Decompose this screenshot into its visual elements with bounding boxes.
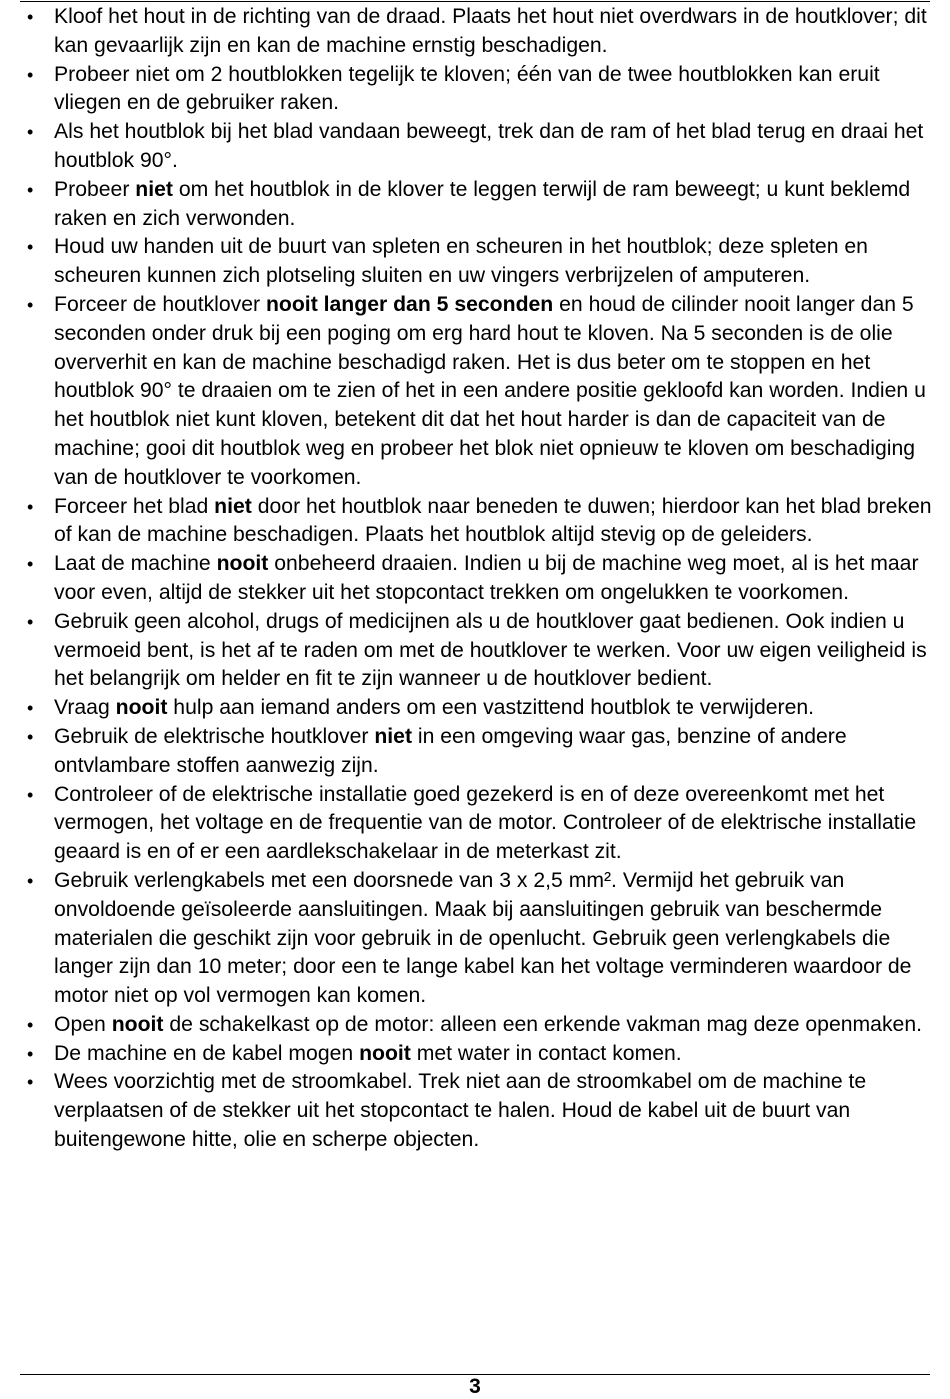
bullet-icon: • — [27, 237, 34, 258]
list-item — [0, 61, 950, 119]
list-item — [0, 723, 950, 781]
text-segment: Als het houtblok bij het blad vandaan beweegt, trek dan de ram of het blad terug en draai het houtblok 90°. — [54, 120, 924, 172]
bullet-icon: • — [27, 554, 34, 575]
bullet-icon: • — [27, 870, 34, 891]
list-item-text — [54, 696, 814, 719]
bullet-icon: • — [27, 1014, 34, 1035]
list-item — [0, 608, 950, 694]
bullet-icon: • — [27, 611, 34, 632]
text-segment: de schakelkast op de motor: alleen een erkende vakman mag deze openmaken. — [163, 1012, 923, 1036]
text-segment: Wees voorzichtig met de stroomkabel. Trek niet aan de stroomkabel om de machine te verplaatsen of de stekker uit het stopcontact te halen. Houd de kabel uit de buurt van buitengewone hitte, olie en scherpe objecten. — [54, 1070, 867, 1152]
list-item — [0, 233, 950, 291]
text-segment: Gebruik verlengkabels met een doorsnede van 3 x 2,5 mm². Vermijd het gebruik van onvoldoende geïsoleerde aansluitingen. Maak bij aansluitingen gebruik van beschermde materialen die geschikt zijn voor gebruik in de openlucht. Gebruik geen verlengkabels die langer zijn dan 10 meter; door een te lange kabel kan het voltage verminderen waardoor de motor niet op vol vermogen kan komen. — [54, 868, 912, 1008]
text-segment: onbeheerd draaien. Indien u bij de machine weg moet, al is het maar voor even, altijd de stekker uit het stopcontact trekken om ongelukken te voorkomen. — [54, 552, 919, 604]
list-item — [0, 781, 950, 867]
text-segment: Probeer niet om 2 houtblokken tegelijk te kloven; één van de twee houtblokken kan eruit vliegen en de gebruiker raken. — [54, 62, 880, 115]
emphasis-text: niet — [374, 724, 412, 748]
text-segment: met water in contact komen. — [410, 1041, 682, 1065]
text-segment: Controleer of de elektrische installatie goed gezekerd is en of deze overeenkomt met het vermogen, het voltage en de frequentie van de motor. Controleer of de elektrische installatie geaard is en of er een aardlekschakelaar in de meterkast zit. — [54, 782, 917, 864]
text-segment: Laat de machine — [54, 552, 217, 576]
list-item — [0, 550, 950, 608]
text-segment: Houd uw handen uit de buurt van spleten en scheuren in het houtblok; deze spleten en scheuren kunnen zich plotseling sluiten en uw vingers verbrijzelen of amputeren. — [54, 235, 868, 288]
list-item-text — [54, 235, 868, 287]
emphasis-text: niet — [214, 494, 252, 518]
list-item — [0, 694, 950, 723]
text-segment: Forceer de houtklover — [54, 292, 266, 316]
bullet-icon: • — [27, 294, 34, 315]
bullet-icon: • — [27, 1072, 34, 1093]
list-item — [0, 493, 950, 551]
list-item-text — [54, 120, 923, 172]
bullet-icon: • — [27, 64, 34, 85]
text-segment: en houd de cilinder nooit langer dan 5 seconden onder druk bij een poging om erg hard hout te kloven. Na 5 seconden is de olie oververhit en kan de machine beschadigd raken. Het is dus beter om te stoppen en het houtblok 90° te draaien om te zien of het in een andere positie gekloofd kan worden. Indien u het houtblok niet kunt kloven, betekent dit dat het hout harder is dan de capaciteit van de machine; gooi dit houtblok weg en probeer het blok niet opnieuw te kloven om beschadiging van de houtklover te voorkomen. — [54, 292, 926, 489]
emphasis-text: nooit — [111, 1012, 164, 1036]
list-item — [0, 867, 950, 1011]
list-item — [0, 1011, 950, 1040]
text-segment: De machine en de kabel mogen — [54, 1041, 360, 1065]
bullet-icon: • — [27, 698, 34, 719]
list-item-text — [54, 293, 926, 489]
text-segment: in een omgeving waar gas, benzine of andere ontvlambare stoffen aanwezig zijn. — [54, 724, 847, 777]
bullet-icon: • — [27, 1043, 34, 1064]
list-item-text — [54, 552, 919, 604]
list-item-text — [54, 1042, 682, 1065]
bullet-icon: • — [27, 7, 34, 27]
list-item-text — [54, 178, 910, 230]
list-item — [0, 3, 950, 61]
list-item — [0, 291, 950, 493]
emphasis-text: nooit langer dan 5 seconden — [265, 292, 554, 316]
bullet-icon: • — [27, 726, 34, 747]
text-segment: Gebruik de elektrische houtklover — [54, 724, 375, 748]
list-item-text — [54, 63, 880, 115]
list-item-text — [54, 1070, 866, 1151]
bullet-icon: • — [27, 122, 34, 143]
safety-instructions-list — [0, 3, 950, 1155]
list-item — [0, 176, 950, 234]
emphasis-text: nooit — [216, 552, 269, 576]
text-segment: Gebruik geen alcohol, drugs of medicijnen als u de houtklover gaat bedienen. Ook indien u vermoeid bent, is het af te raden om met de houtklover te werken. Voor uw eigen veiligheid is het belangrijk om helder en fit te zijn wanneer u de houtklover bedient. — [54, 609, 927, 691]
list-item-text — [54, 725, 847, 777]
list-item-text — [54, 869, 911, 1007]
page-number: 3 — [469, 1375, 481, 1398]
bullet-icon: • — [27, 784, 34, 805]
text-segment: om het houtblok in de klover te leggen terwijl de ram beweegt; u kunt beklemd raken en zich verwonden. — [54, 177, 911, 230]
top-divider — [20, 1, 930, 2]
bullet-icon: • — [27, 179, 34, 200]
text-segment: hulp aan iemand anders om een vastzittend houtblok te verwijderen. — [167, 696, 815, 720]
text-segment: Probeer — [54, 177, 136, 201]
list-item — [0, 1068, 950, 1154]
emphasis-text: nooit — [115, 696, 168, 720]
text-segment: Vraag — [54, 696, 116, 720]
text-segment: door het houtblok naar beneden te duwen; hierdoor kan het blad breken of kan de machine beschadigen. Plaats het houtblok altijd stevig op de geleiders. — [54, 494, 932, 547]
emphasis-text: niet — [135, 177, 173, 201]
emphasis-text: nooit — [359, 1041, 411, 1065]
list-item — [0, 1040, 950, 1069]
list-item-text — [54, 783, 916, 864]
text-segment: Kloof het hout in de richting van de draad. Plaats het hout niet overdwars in de houtklover; dit kan gevaarlijk zijn en kan de machine ernstig beschadigen. — [54, 5, 927, 57]
text-segment: Open — [54, 1012, 112, 1036]
text-segment: Forceer het blad — [54, 494, 215, 518]
list-item-text — [54, 5, 927, 57]
bullet-icon: • — [27, 496, 34, 517]
list-item-text — [54, 495, 932, 547]
list-item-text — [54, 610, 927, 691]
list-item-text — [54, 1013, 922, 1036]
list-item — [0, 118, 950, 176]
